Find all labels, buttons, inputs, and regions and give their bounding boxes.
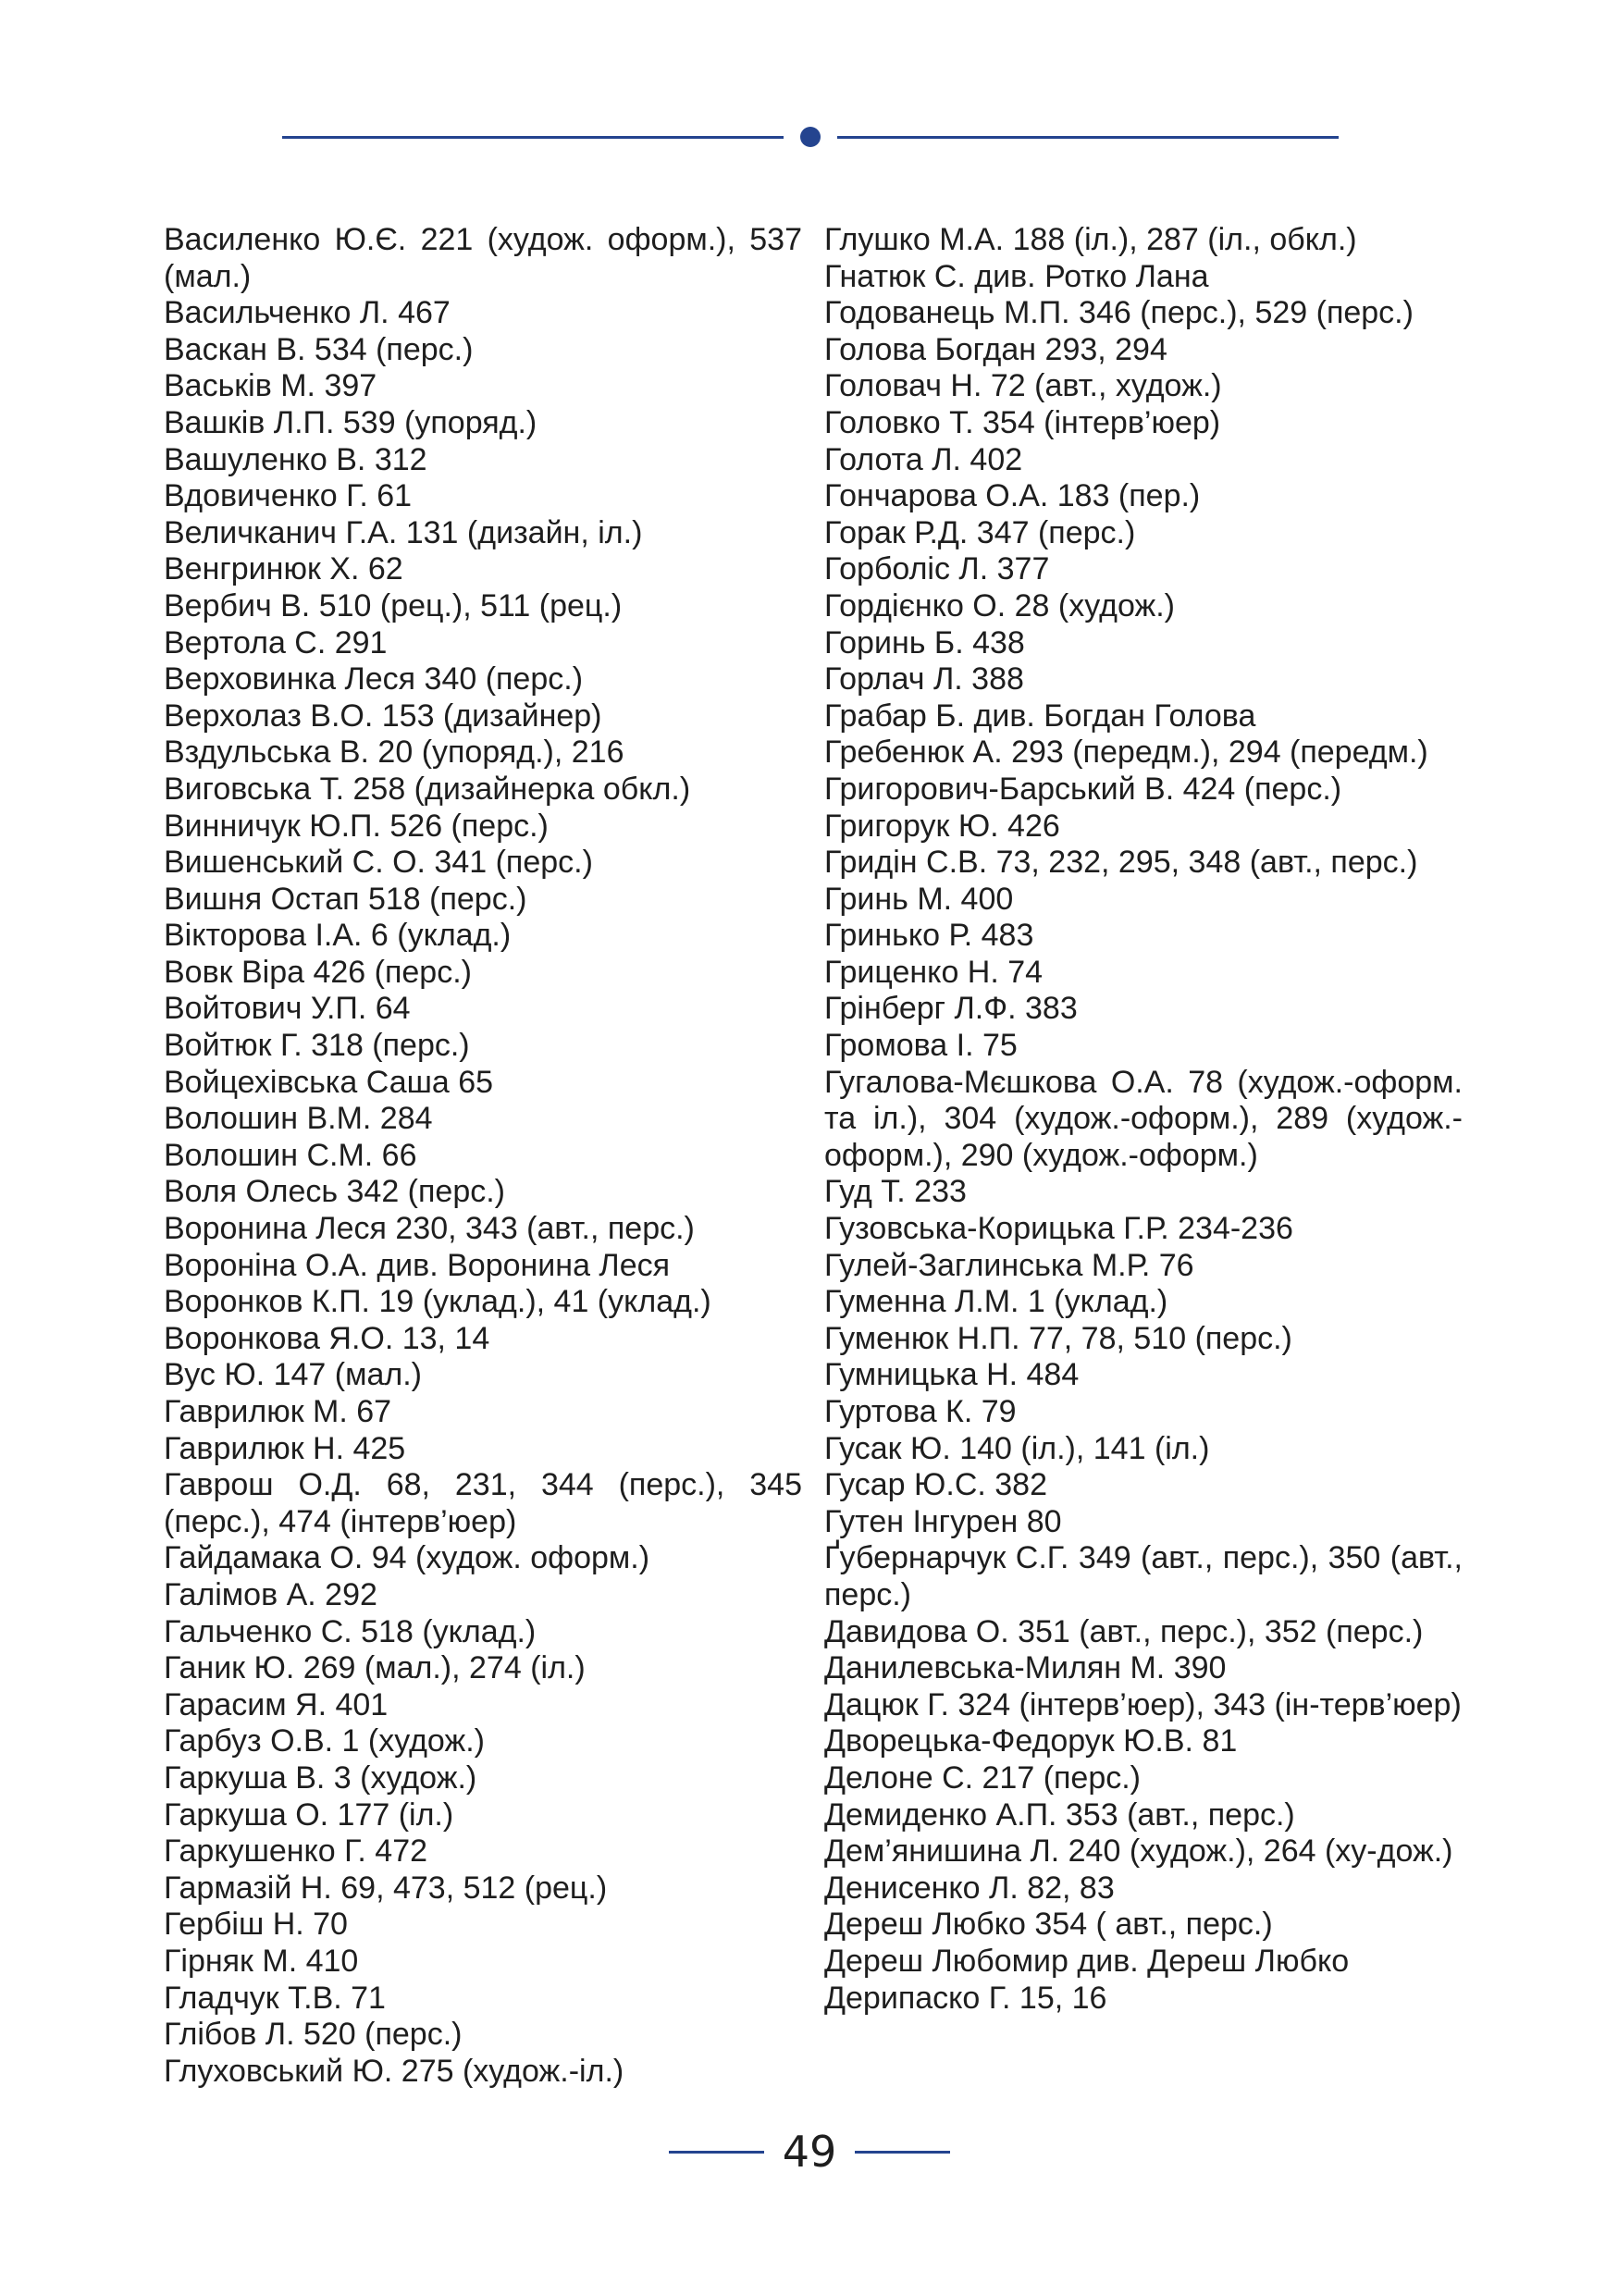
index-entry: Гринь М. 400 xyxy=(824,881,1014,917)
index-column-right xyxy=(824,222,1463,2090)
index-entry: Гриценко Н. 74 xyxy=(824,954,1044,990)
index-entry: Гармазій Н. 69, 473, 512 (рец.) xyxy=(164,1870,608,1906)
index-entry: Горак Р.Д. 347 (перс.) xyxy=(824,514,1136,550)
index-entry: Голова Богдан 293, 294 xyxy=(824,331,1167,367)
footer-rule-right xyxy=(855,2151,950,2154)
index-entry: Давидова О. 351 (авт., перс.), 352 (перс.) xyxy=(824,1613,1424,1649)
index-entry: Головко Т. 354 (інтерв’юер) xyxy=(824,404,1221,440)
index-entry: Горинь Б. 438 xyxy=(824,624,1025,660)
index-entry: Григорович-Барський В. 424 (перс.) xyxy=(824,771,1342,807)
index-entry: Воронина Леся 230, 343 (авт., перс.) xyxy=(164,1211,695,1247)
index-entry: Вашків Л.П. 539 (упоряд.) xyxy=(164,404,537,440)
index-entry: Головач Н. 72 (авт., худож.) xyxy=(824,368,1222,404)
index-entry: Волошин С.М. 66 xyxy=(164,1137,417,1173)
index-entry: Вороніна О.А. див. Воронина Леся xyxy=(164,1247,671,1283)
index-entry: Гуртова К. 79 xyxy=(824,1394,1017,1429)
index-entry: Гальченко С. 518 (уклад.) xyxy=(164,1613,537,1649)
index-entry: Гутен Інгурен 80 xyxy=(824,1503,1062,1539)
index-entry: Гладчук Т.В. 71 xyxy=(164,1980,386,2016)
index-entry: Вдовиченко Г. 61 xyxy=(164,478,413,514)
index-entry: Галімов А. 292 xyxy=(164,1576,377,1612)
index-entry: Глібов Л. 520 (перс.) xyxy=(164,2017,463,2053)
index-entry: Ґубернарчук С.Г. 349 (авт., перс.), 350 (авт., перс.) xyxy=(824,1540,1463,1612)
index-entry: Гузовська-Корицька Г.Р. 234-236 xyxy=(824,1211,1293,1247)
index-entry: Грінберг Л.Ф. 383 xyxy=(824,991,1078,1027)
page-number: 49 xyxy=(782,2127,837,2177)
index-entry: Делоне С. 217 (перс.) xyxy=(824,1759,1142,1796)
index-entry: Винничук Ю.П. 526 (перс.) xyxy=(164,808,549,844)
header-dot xyxy=(800,127,821,147)
index-entry: Ганик Ю. 269 (мал.), 274 (іл.) xyxy=(164,1650,586,1686)
index-entry: Гнатюк С. див. Ротко Лана xyxy=(824,258,1209,294)
index-entry: Войцехівська Саша 65 xyxy=(164,1064,494,1100)
index-entry: Гаврилюк Н. 425 xyxy=(164,1430,406,1466)
index-entry: Верховинка Леся 340 (перс.) xyxy=(164,661,584,697)
index-entry: Грабар Б. див. Богдан Голова xyxy=(824,697,1256,734)
index-entry: Гринько Р. 483 xyxy=(824,918,1034,954)
footer-rule-left xyxy=(669,2151,764,2154)
index-entry: Гайдамака О. 94 (худож. оформ.) xyxy=(164,1540,650,1576)
index-entry: Гірняк М. 410 xyxy=(164,1943,359,1979)
index-entry: Волошин В.М. 284 xyxy=(164,1101,433,1137)
index-entry: Годованець М.П. 346 (перс.), 529 (перс.) xyxy=(824,295,1414,331)
index-entry: Гуменюк Н.П. 77, 78, 510 (перс.) xyxy=(824,1320,1292,1356)
index-entry: Гербіш Н. 70 xyxy=(164,1907,348,1943)
index-entry: Глушко М.А. 188 (іл.), 287 (іл., обкл.) xyxy=(824,222,1357,257)
index-columns xyxy=(164,222,1463,2090)
index-entry: Дворецька-Федорук Ю.В. 81 xyxy=(824,1723,1238,1759)
header-rule-right xyxy=(837,136,1339,139)
index-entry: Вертола С. 291 xyxy=(164,624,388,660)
index-entry: Гуменна Л.М. 1 (уклад.) xyxy=(824,1284,1168,1320)
index-entry: Васьків М. 397 xyxy=(164,368,377,404)
index-entry: Василенко Ю.Є. 221 (худож. оформ.), 537 (мал.) xyxy=(164,222,802,294)
index-entry: Гумницька Н. 484 xyxy=(824,1357,1080,1393)
index-entry: Гусак Ю. 140 (іл.), 141 (іл.) xyxy=(824,1430,1210,1466)
index-entry: Войтюк Г. 318 (перс.) xyxy=(164,1028,470,1064)
index-entry: Венгринюк Х. 62 xyxy=(164,551,403,587)
index-entry: Голота Л. 402 xyxy=(824,441,1023,477)
index-entry: Вздульська В. 20 (упоряд.), 216 xyxy=(164,734,624,771)
index-entry: Гулей-Заглинська М.Р. 76 xyxy=(824,1247,1194,1283)
index-entry: Воля Олесь 342 (перс.) xyxy=(164,1174,506,1210)
index-entry: Вишня Остап 518 (перс.) xyxy=(164,881,527,917)
page-footer xyxy=(669,2124,950,2179)
index-entry: Вус Ю. 147 (мал.) xyxy=(164,1357,422,1393)
index-entry: Денисенко Л. 82, 83 xyxy=(824,1870,1115,1906)
index-entry: Войтович У.П. 64 xyxy=(164,991,411,1027)
index-entry: Гаркуша О. 177 (іл.) xyxy=(164,1796,454,1833)
index-entry: Вербич В. 510 (рец.), 511 (рец.) xyxy=(164,587,623,623)
index-entry: Васкан В. 534 (перс.) xyxy=(164,331,474,367)
index-entry: Воронков К.П. 19 (уклад.), 41 (уклад.) xyxy=(164,1284,711,1320)
index-entry: Григорук Ю. 426 xyxy=(824,808,1060,844)
index-entry: Гарбуз О.В. 1 (худож.) xyxy=(164,1723,485,1759)
index-entry: Гусар Ю.С. 382 xyxy=(824,1467,1047,1503)
index-entry: Вашуленко В. 312 xyxy=(164,441,427,477)
index-entry: Данилевська-Милян М. 390 xyxy=(824,1650,1227,1686)
index-entry: Дерипаско Г. 15, 16 xyxy=(824,1980,1107,2016)
index-entry: Гаврош О.Д. 68, 231, 344 (перс.), 345 (перс.), 474 (інтерв’юер) xyxy=(164,1467,802,1539)
header-rule-left xyxy=(282,136,784,139)
index-entry: Гаврилюк М. 67 xyxy=(164,1394,392,1429)
index-entry: Демиденко А.П. 353 (авт., перс.) xyxy=(824,1796,1295,1833)
index-entry: Вікторова І.А. 6 (уклад.) xyxy=(164,918,512,954)
index-entry: Гребенюк А. 293 (передм.), 294 (передм.) xyxy=(824,734,1428,771)
index-entry: Дацюк Г. 324 (інтерв’юер), 343 (ін-терв’юер) xyxy=(824,1686,1462,1722)
index-entry: Гаркушенко Г. 472 xyxy=(164,1833,428,1870)
index-entry: Дереш Любомир див. Дереш Любко xyxy=(824,1943,1350,1979)
index-entry: Горлач Л. 388 xyxy=(824,661,1024,697)
index-entry: Воронкова Я.О. 13, 14 xyxy=(164,1320,490,1356)
index-entry: Виговська Т. 258 (дизайнерка обкл.) xyxy=(164,771,691,807)
index-column-left xyxy=(164,222,802,2090)
index-entry: Гончарова О.А. 183 (пер.) xyxy=(824,478,1201,514)
index-entry: Вишенський С. О. 341 (перс.) xyxy=(164,845,593,881)
index-entry: Гаркуша В. 3 (худож.) xyxy=(164,1759,477,1796)
index-entry: Верхолаз В.О. 153 (дизайнер) xyxy=(164,697,602,734)
index-entry: Дем’янишина Л. 240 (худож.), 264 (ху-дож.) xyxy=(824,1833,1453,1870)
index-entry: Громова І. 75 xyxy=(824,1028,1018,1064)
index-entry: Горболіс Л. 377 xyxy=(824,551,1050,587)
index-entry: Гугалова-Мєшкова О.А. 78 (худож.-оформ. та іл.), 304 (худож.-оформ.), 289 (худож.-оформ.), 290 (худож.-оформ.) xyxy=(824,1064,1463,1173)
index-entry: Глуховський Ю. 275 (худож.-іл.) xyxy=(164,2053,624,2089)
index-entry: Вовк Віра 426 (перс.) xyxy=(164,954,472,990)
index-entry: Величканич Г.А. 131 (дизайн, іл.) xyxy=(164,514,643,550)
index-entry: Гордієнко О. 28 (худож.) xyxy=(824,587,1175,623)
index-entry: Гарасим Я. 401 xyxy=(164,1686,389,1722)
header-ornament xyxy=(282,135,1339,139)
index-entry: Васильченко Л. 467 xyxy=(164,295,451,331)
index-entry: Дереш Любко 354 ( авт., перс.) xyxy=(824,1907,1273,1943)
index-entry: Гридін С.В. 73, 232, 295, 348 (авт., перс.) xyxy=(824,845,1418,881)
index-entry: Гуд Т. 233 xyxy=(824,1174,967,1210)
